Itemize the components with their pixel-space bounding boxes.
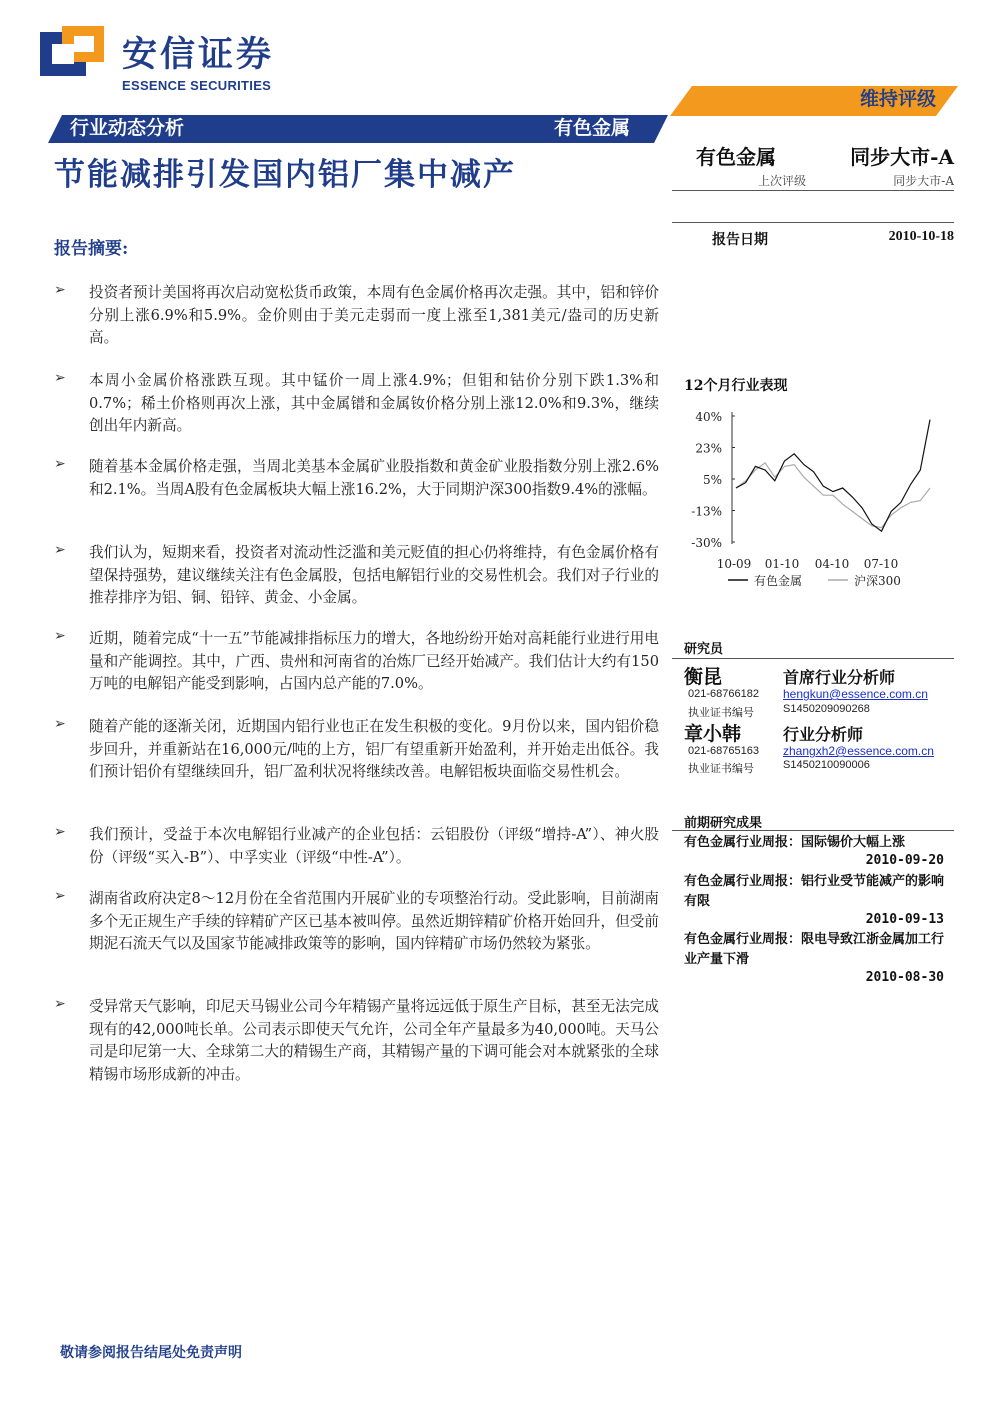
analyst-cert-label: 执业证书编号 (688, 707, 754, 719)
analyst-title: 首席行业分析师 (783, 668, 896, 687)
arrow-bullet-icon: ➢ (54, 824, 66, 840)
analyst-email-link[interactable]: zhangxh2@essence.com.cn (783, 744, 934, 758)
bullet-text: 本周小金属价格涨跌互现。其中锰价一周上涨4.9%；但钼和钴价分别下跌1.3%和0.7%；稀土价格则再次上涨，其中金属镨和金属钕价格分别上涨12.0%和9.3%，继续创出年内新高。 (89, 372, 659, 434)
summary-heading: 报告摘要: (54, 239, 129, 259)
arrow-bullet-icon: ➢ (54, 456, 66, 472)
analysts-heading: 研究员 (684, 642, 724, 657)
report-type-label: 行业动态分析 (70, 117, 185, 139)
chart-x-tick-label: 10-09 (716, 557, 752, 571)
rating-value: 同步大市-A (850, 145, 954, 169)
disclaimer-footer: 敬请参阅报告结尾处免责声明 (60, 1345, 242, 1361)
bullet-text: 受异常天气影响，印尼天马锡业公司今年精锡产量将远远低于原生产目标，甚至无法完成现有的42,000吨长单。公司表示即使天气允许，公司全年产量最多为40,000吨。天马公司是印尼第一大、全球第二大的精锡生产商，其精锡产量的下调可能会对本就紧张的全球精锡市场形成新的冲击。 (89, 998, 659, 1083)
bullet-text: 湖南省政府决定8～12月份在全省范围内开展矿业的专项整治行动。受此影响，目前湖南多个无正规生产手续的锌精矿产区已基本被叫停。虽然近期锌精矿价格开始回升，但受前期泥石流天气以及国家节能减排政策等的影响，国内锌精矿市场仍然较为紧张。 (89, 890, 659, 952)
chart-series-line (736, 463, 930, 528)
chart-y-tick-label: 40% (695, 410, 722, 424)
report-date-value: 2010-10-18 (888, 229, 954, 244)
bullet-text: 我们认为，短期来看，投资者对流动性泛滥和美元贬值的担心仍将维持，有色金属价格有望保持强势，建议继续关注有色金属股，包括电解铝行业的交易性机会。我们对子行业的推荐排序为铝、铜、铅锌、黄金、小金属。 (89, 544, 659, 606)
brand-name-cn: 安信证券 (122, 35, 275, 75)
chart-title: 12个月行业表现 (684, 378, 788, 394)
rating-sector: 有色金属 (696, 145, 776, 169)
chart-x-tick-label: 01-10 (764, 557, 800, 571)
essence-logo-icon (40, 26, 104, 76)
arrow-bullet-icon: ➢ (54, 996, 66, 1012)
analyst-cert: S1450210090006 (783, 759, 870, 771)
sector-label: 有色金属 (554, 117, 631, 139)
divider (672, 830, 954, 831)
chart-y-tick-label: 23% (695, 441, 722, 456)
chart-legend-label: 沪深300 (854, 574, 901, 588)
analyst-email-link[interactable]: hengkun@essence.com.cn (783, 687, 928, 701)
analyst-phone: 021-68766182 (688, 688, 759, 700)
bullet-text: 随着基本金属价格走强，当周北美基本金属矿业股指数和黄金矿业股指数分别上涨2.6%和2.1%。当周A股有色金属板块大幅上涨16.2%，大于同期沪深300指数9.4%的涨幅。 (89, 458, 659, 498)
chart-y-tick-label: 5% (702, 473, 722, 487)
chart-x-tick-label: 04-10 (814, 557, 850, 571)
report-title: 节能减排引发国内铝厂集中减产 (54, 157, 516, 193)
chart-x-tick-label: 07-10 (863, 557, 899, 571)
brand-name-en: ESSENCE SECURITIES (122, 78, 272, 93)
prior-report-title: 有色金属行业周报：国际锡价大幅上涨 (684, 835, 906, 850)
bullet-text: 我们预计，受益于本次电解铝行业减产的企业包括：云铝股份（评级“增持-A”）、神火股份（评级“买入-B”）、中孚实业（评级“中性-A”）。 (89, 826, 659, 866)
arrow-bullet-icon: ➢ (54, 888, 66, 904)
prior-report-title: 有色金属行业周报：铝行业受节能减产的影响有限 (684, 874, 945, 909)
bullet-text: 随着产能的逐渐关闭，近期国内铝行业也正在发生积极的变化。9月份以来，国内铝价稳步回升，并重新站在16,000元/吨的上方，铝厂有望重新开始盈利，并开始走出低谷。我们预计铝价有望继续回升，铝厂盈利状况将继续改善。电解铝板块面临交易性机会。 (89, 718, 659, 780)
prev-rating-value: 同步大市-A (893, 174, 954, 188)
report-date-label: 报告日期 (712, 232, 768, 248)
arrow-bullet-icon: ➢ (54, 716, 66, 732)
prior-report-title: 有色金属行业周报：限电导致江浙金属加工行业产量下滑 (684, 932, 945, 967)
arrow-bullet-icon: ➢ (54, 542, 66, 558)
rating-banner-label: 维持评级 (859, 88, 936, 110)
prev-rating-label: 上次评级 (758, 174, 807, 188)
prior-research-heading: 前期研究成果 (684, 816, 763, 831)
analyst-cert-label: 执业证书编号 (688, 763, 754, 775)
chart-series-line (736, 420, 930, 532)
chart-legend-label: 有色金属 (754, 574, 803, 588)
divider (672, 222, 954, 223)
analyst-name: 章小韩 (684, 723, 742, 745)
bullet-text: 近期，随着完成“十一五”节能减排指标压力的增大，各地纷纷开始对高耗能行业进行用电量和产能调控。其中，广西、贵州和河南省的冶炼厂已经开始减产。我们估计大约有150万吨的电解铝产能受到影响，占国内总产能的7.0%。 (89, 630, 659, 692)
industry-performance-chart (680, 400, 950, 590)
divider (672, 190, 954, 191)
prior-report-date: 2010-09-20 (865, 853, 944, 868)
chart-y-tick-label: -13% (691, 504, 722, 519)
analyst-phone: 021-68765163 (688, 745, 759, 757)
prior-report-date: 2010-08-30 (865, 970, 944, 985)
analyst-title: 行业分析师 (783, 725, 864, 744)
analyst-cert: S1450209090268 (783, 703, 870, 715)
arrow-bullet-icon: ➢ (54, 628, 66, 644)
divider (672, 658, 954, 659)
analyst-name: 衡昆 (684, 666, 723, 688)
arrow-bullet-icon: ➢ (54, 370, 66, 386)
bullet-text: 投资者预计美国将再次启动宽松货币政策，本周有色金属价格再次走强。其中，铝和锌价分别上涨6.9%和5.9%。金价则由于美元走弱而一度上涨至1,381美元/盎司的历史新高。 (89, 284, 659, 346)
prior-report-date: 2010-09-13 (865, 912, 944, 927)
chart-y-tick-label: -30% (691, 536, 722, 550)
arrow-bullet-icon: ➢ (54, 282, 66, 298)
